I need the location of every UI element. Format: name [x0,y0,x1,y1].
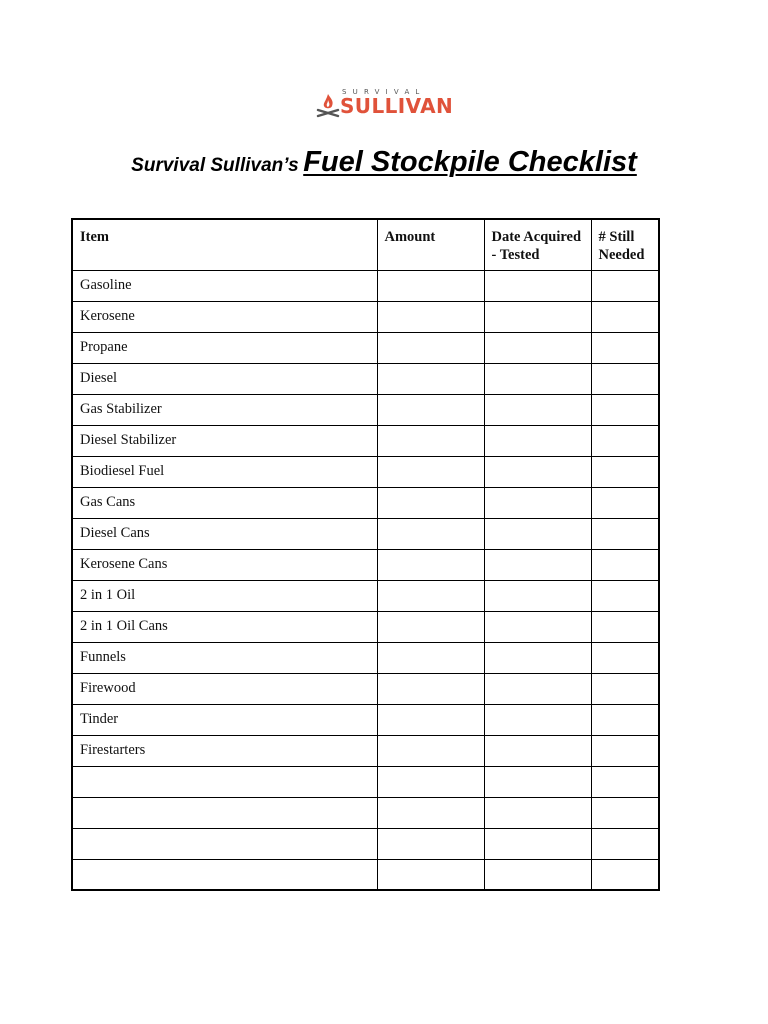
still-needed-cell[interactable] [591,487,659,518]
campfire-icon [316,92,340,118]
still-needed-cell[interactable] [591,332,659,363]
table-row [72,704,659,735]
table-row [72,766,659,797]
still-needed-cell[interactable] [591,673,659,704]
still-needed-cell[interactable] [591,394,659,425]
item-cell: Funnels [72,642,377,673]
still-needed-cell[interactable] [591,735,659,766]
item-cell: Tinder [72,704,377,735]
table-row [72,456,659,487]
date-acquired-cell[interactable] [484,487,591,518]
amount-cell[interactable] [377,394,484,425]
table-header-row [72,219,659,270]
date-acquired-cell[interactable] [484,394,591,425]
item-cell: Biodiesel Fuel [72,456,377,487]
amount-cell[interactable] [377,518,484,549]
still-needed-cell[interactable] [591,425,659,456]
amount-cell[interactable] [377,425,484,456]
date-acquired-cell[interactable] [484,735,591,766]
item-cell [72,766,377,797]
still-needed-cell[interactable] [591,518,659,549]
table-row [72,332,659,363]
amount-cell[interactable] [377,301,484,332]
table-row [72,487,659,518]
table-row [72,549,659,580]
amount-cell[interactable] [377,270,484,301]
table-row [72,859,659,890]
table-row [72,642,659,673]
date-acquired-cell[interactable] [484,673,591,704]
item-cell: Gasoline [72,270,377,301]
item-cell: 2 in 1 Oil [72,580,377,611]
table-row [72,301,659,332]
still-needed-cell[interactable] [591,704,659,735]
item-cell: Firewood [72,673,377,704]
still-needed-cell[interactable] [591,270,659,301]
table-row [72,828,659,859]
amount-cell[interactable] [377,859,484,890]
amount-cell[interactable] [377,332,484,363]
item-cell: Firestarters [72,735,377,766]
date-acquired-cell[interactable] [484,425,591,456]
date-acquired-cell[interactable] [484,332,591,363]
checklist-table [71,218,660,891]
date-acquired-cell[interactable] [484,611,591,642]
still-needed-cell[interactable] [591,549,659,580]
item-cell [72,859,377,890]
date-acquired-cell[interactable] [484,363,591,394]
still-needed-cell[interactable] [591,301,659,332]
amount-cell[interactable] [377,828,484,859]
still-needed-cell[interactable] [591,456,659,487]
date-acquired-cell[interactable] [484,828,591,859]
table-row [72,673,659,704]
date-acquired-cell[interactable] [484,642,591,673]
amount-cell[interactable] [377,611,484,642]
table-row [72,797,659,828]
item-cell: Propane [72,332,377,363]
date-acquired-cell[interactable] [484,859,591,890]
table-body [72,270,659,890]
table-row [72,580,659,611]
item-cell: Diesel Cans [72,518,377,549]
still-needed-cell[interactable] [591,363,659,394]
table-row [72,518,659,549]
still-needed-cell[interactable] [591,766,659,797]
item-cell [72,797,377,828]
amount-cell[interactable] [377,766,484,797]
title-prefix: Survival Sullivan’s [131,155,299,176]
item-cell [72,828,377,859]
brand-logo [316,88,456,122]
date-acquired-cell[interactable] [484,456,591,487]
header-date-acquired: Date Acquired - Tested [484,219,591,270]
date-acquired-cell[interactable] [484,301,591,332]
header-item: Item [72,219,377,270]
item-cell: Kerosene [72,301,377,332]
date-acquired-cell[interactable] [484,549,591,580]
item-cell: Diesel [72,363,377,394]
header-amount: Amount [377,219,484,270]
date-acquired-cell[interactable] [484,580,591,611]
amount-cell[interactable] [377,580,484,611]
date-acquired-cell[interactable] [484,518,591,549]
logo-tagline: SURVIVAL [342,88,426,96]
item-cell: Gas Stabilizer [72,394,377,425]
item-cell: Kerosene Cans [72,549,377,580]
header-still-needed: # Still Needed [591,219,659,270]
table-row [72,270,659,301]
still-needed-cell[interactable] [591,828,659,859]
amount-cell[interactable] [377,642,484,673]
date-acquired-cell[interactable] [484,270,591,301]
still-needed-cell[interactable] [591,642,659,673]
date-acquired-cell[interactable] [484,704,591,735]
date-acquired-cell[interactable] [484,797,591,828]
amount-cell[interactable] [377,704,484,735]
table-row [72,363,659,394]
amount-cell[interactable] [377,363,484,394]
item-cell: Gas Cans [72,487,377,518]
amount-cell[interactable] [377,456,484,487]
table-row [72,735,659,766]
table-row [72,611,659,642]
amount-cell[interactable] [377,735,484,766]
amount-cell[interactable] [377,549,484,580]
still-needed-cell[interactable] [591,611,659,642]
still-needed-cell[interactable] [591,580,659,611]
still-needed-cell[interactable] [591,859,659,890]
item-cell: Diesel Stabilizer [72,425,377,456]
still-needed-cell[interactable] [591,797,659,828]
title-main: Fuel Stockpile Checklist [303,146,637,178]
item-cell: 2 in 1 Oil Cans [72,611,377,642]
amount-cell[interactable] [377,797,484,828]
logo-wordmark: SULLIVAN [340,94,454,118]
date-acquired-cell[interactable] [484,766,591,797]
table-row [72,425,659,456]
amount-cell[interactable] [377,673,484,704]
table-row [72,394,659,425]
amount-cell[interactable] [377,487,484,518]
page-title [0,146,768,179]
